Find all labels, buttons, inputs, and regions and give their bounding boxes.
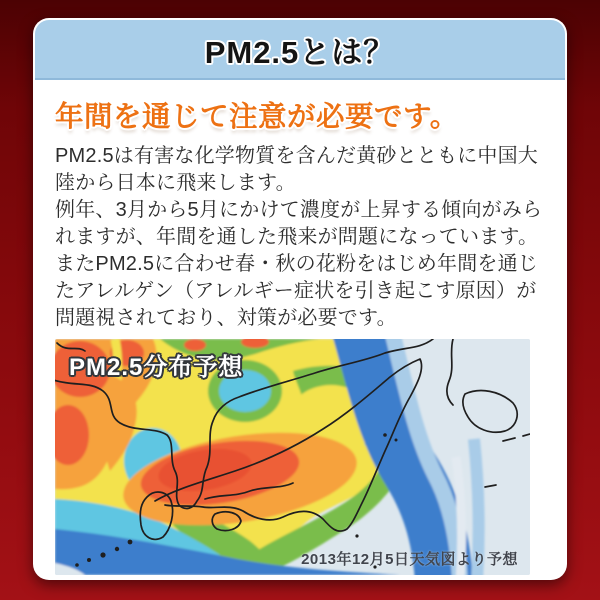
body-paragraph-1: PM2.5は有害な化学物質を含んだ黄砂とともに中国大陸から日本に飛来します。 bbox=[55, 145, 539, 194]
page-title: PM2.5とは？ bbox=[204, 34, 396, 70]
map-source-caption: 2013年12月5日天気図より予想 bbox=[301, 551, 518, 568]
map-title-label: PM2.5分布予想 bbox=[69, 354, 244, 381]
headline: 年間を通じて注意が必要です。 bbox=[55, 101, 459, 133]
pm25-forecast-map bbox=[55, 339, 530, 575]
info-card bbox=[33, 18, 567, 580]
body-paragraph-2: 例年、3月から5月にかけて濃度が上昇する傾向がみられますが、年間を通した飛来が問題になっています。またPM2.5に合わせ春・秋の花粉をはじめ年間を通じたアレルゲン（アレルギー症状を引き起こす原因）が問題視されており、対策が必要です。 bbox=[55, 199, 543, 329]
card-body bbox=[35, 80, 565, 575]
card-header bbox=[35, 20, 565, 80]
